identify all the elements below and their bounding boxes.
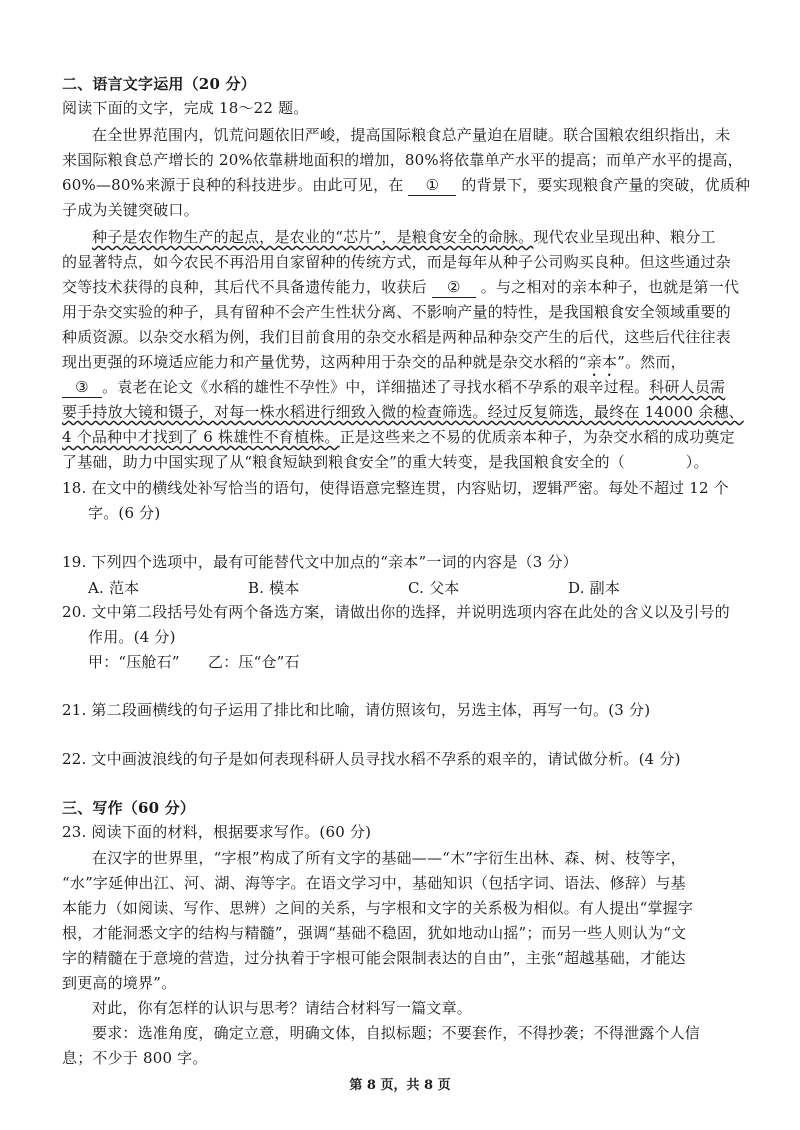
passage-p2-line1 [92, 227, 716, 247]
passage-p1-line2: 来国际粮食总产增长的 20%依靠耕地面积的增加，80%将依靠单产水平的提高；而单产水平的提高， [62, 151, 743, 169]
material-line1: 在汉字的世界里，“字根”构成了所有文字的基础——“木”字衍生出林、森、树、枝等字， [92, 849, 686, 867]
passage-p2-line10: 了基础，助力中国实现了从“粮食短缺到粮食安全”的重大转变，是我国粮食安全的（ ）。 [62, 453, 709, 471]
passage-p2-line2: 的显著特点，如今农民不再沿用自家留种的传统方式，而是每年从种子公司购买良种。但这些通过杂 [62, 253, 731, 271]
p2-line3-text-a: 交等技术获得的良种，其后代不具备遗传能力，收获后 [62, 278, 427, 296]
blank-3: ③ [62, 377, 102, 398]
p2-line7-wavy: 科研人员需 [649, 378, 726, 396]
question-23: 23. 阅读下面的材料，根据要求写作。(60 分) [62, 823, 372, 841]
writing-prompt: 对此，你有怎样的认识与思考？请结合材料写一篇文章。 [92, 999, 473, 1017]
question-21: 21. 第二段画横线的句子运用了排比和比喻，请仿照该句，另选主体，再写一句。(3 分) [62, 701, 651, 719]
option-a: A. 范本 [88, 579, 140, 597]
passage-p1-line1: 在全世界范围内，饥荒问题依旧严峻，提高国际粮食总产量迫在眉睫。联合国粮农组织指出，未 [92, 126, 731, 144]
question-19-options [88, 578, 620, 598]
passage-p2-line7 [62, 377, 725, 398]
option-yi: 乙：压“仓”石 [208, 653, 300, 671]
question-20-line2: 作用。(4 分) [88, 628, 176, 646]
material-line3: 本能力（如阅读、写作、思辨）之间的关系，与字根和文字的关系极为相似。有人提出“掌握字 [62, 899, 694, 917]
p2-line8-wavy: 要手持放大镜和镊子，对每一株水稻进行细致入微的检查筛选。经过反复筛选，最终在 14000 余穗、 [62, 403, 744, 421]
option-b: B. 模本 [248, 579, 300, 597]
material-line6: 到更高的境界”。 [62, 974, 177, 992]
question-18-line2: 字。(6 分) [88, 504, 161, 522]
passage-p1-line3 [62, 175, 750, 196]
passage-p1-line4: 子成为关键突破口。 [62, 201, 199, 219]
material-line4: 根，才能洞悉文字的结构与精髓”，强调“基础不稳固，犹如地动山摇”；而另一些人则认为“文 [62, 924, 687, 942]
passage-p2-line4: 用于杂交实验的种子，具有留种不会产生性状分离、不影响产量的特性，是我国粮食安全领域重要的 [62, 303, 731, 321]
p1-line3-text-b: 的背景下，要实现粮食产量的突破，优质种 [461, 176, 751, 194]
section-2-heading: 二、语言文字运用（20 分） [62, 75, 256, 93]
passage-p2-line8 [62, 402, 744, 422]
question-20-line1: 20. 文中第二段括号处有两个备选方案，请做出你的选择，并说明选项内容在此处的含义以及引号的 [62, 603, 730, 621]
p2-line1-text: 现代农业呈现出种、粮分工 [533, 228, 716, 246]
page-footer: 第 8 页，共 8 页 [349, 1078, 451, 1093]
blank-1: ① [408, 175, 456, 196]
p2-line1-wavy-sentence: 种子是农作物生产的起点，是农业的“芯片”，是粮食安全的命脉。 [92, 228, 534, 246]
material-line5: 字的精髓在于意境的营造，过分执着于字根可能会限制表达的自由”，主张“超越基础，才能达 [62, 949, 686, 967]
material-line2: “水”字延伸出江、河、湖、海等字。在语文学习中，基础知识（包括字词、语法、修辞）与基 [62, 874, 686, 892]
requirements-line2: 息；不少于 800 字。 [62, 1049, 208, 1067]
section-3-heading: 三、写作（60 分） [62, 799, 196, 817]
p2-line6-text-a: 现出更强的环境适应能力和产量优势，这两种用于杂交的品种就是杂交水稻的“ [62, 353, 587, 371]
section-2-intro: 阅读下面的文字，完成 18～22 题。 [62, 99, 309, 117]
p2-line6-text-b: ”。然而， [617, 353, 686, 371]
blank-2: ② [432, 277, 476, 298]
passage-p2-line3 [62, 277, 739, 298]
question-19: 19. 下列四个选项中，最有可能替代文中加点的“亲本”一词的内容是（3 分） [62, 553, 578, 571]
p2-line9-text: 正是这些来之不易的优质亲本种子，为杂交水稻的成功奠定 [339, 428, 735, 446]
p2-line7-text: 。袁老在论文《水稻的雄性不孕性》中，详细描述了寻找水稻不孕系的艰辛过程。 [102, 378, 650, 396]
p2-line9-wavy: 4 个品种中才找到了 6 株雄性不育植株。 [62, 428, 340, 446]
dotted-word-qinben: 亲本 [586, 353, 618, 371]
requirements-line1: 要求：选准角度，确定立意，明确文体，自拟标题；不要套作，不得抄袭；不得泄露个人信 [92, 1024, 701, 1042]
option-jia: 甲：“压舱石” [88, 653, 180, 671]
option-d: D. 副本 [568, 579, 621, 597]
passage-p2-line9 [62, 427, 735, 447]
p1-line3-text-a: 60%—80%来源于良种的科技进步。由此可见，在 [62, 176, 404, 194]
option-c: C. 父本 [408, 579, 460, 597]
question-18-line1: 18. 在文中的横线处补写恰当的语句，使得语意完整连贯，内容贴切，逻辑严密。每处不超过 12 个 [62, 479, 729, 497]
passage-p2-line6 [62, 352, 686, 380]
question-22: 22. 文中画波浪线的句子是如何表现科研人员寻找水稻不孕系的艰辛的，请试做分析。(4 分) [62, 750, 681, 768]
passage-p2-line5: 种质资源。以杂交水稻为例，我们目前食用的杂交水稻是两种品种杂交产生的后代，这些后代往往表 [62, 328, 731, 346]
question-20-options [88, 652, 300, 672]
p2-line3-text-b: 。与之相对的亲本种子，也就是第一代 [480, 278, 740, 296]
